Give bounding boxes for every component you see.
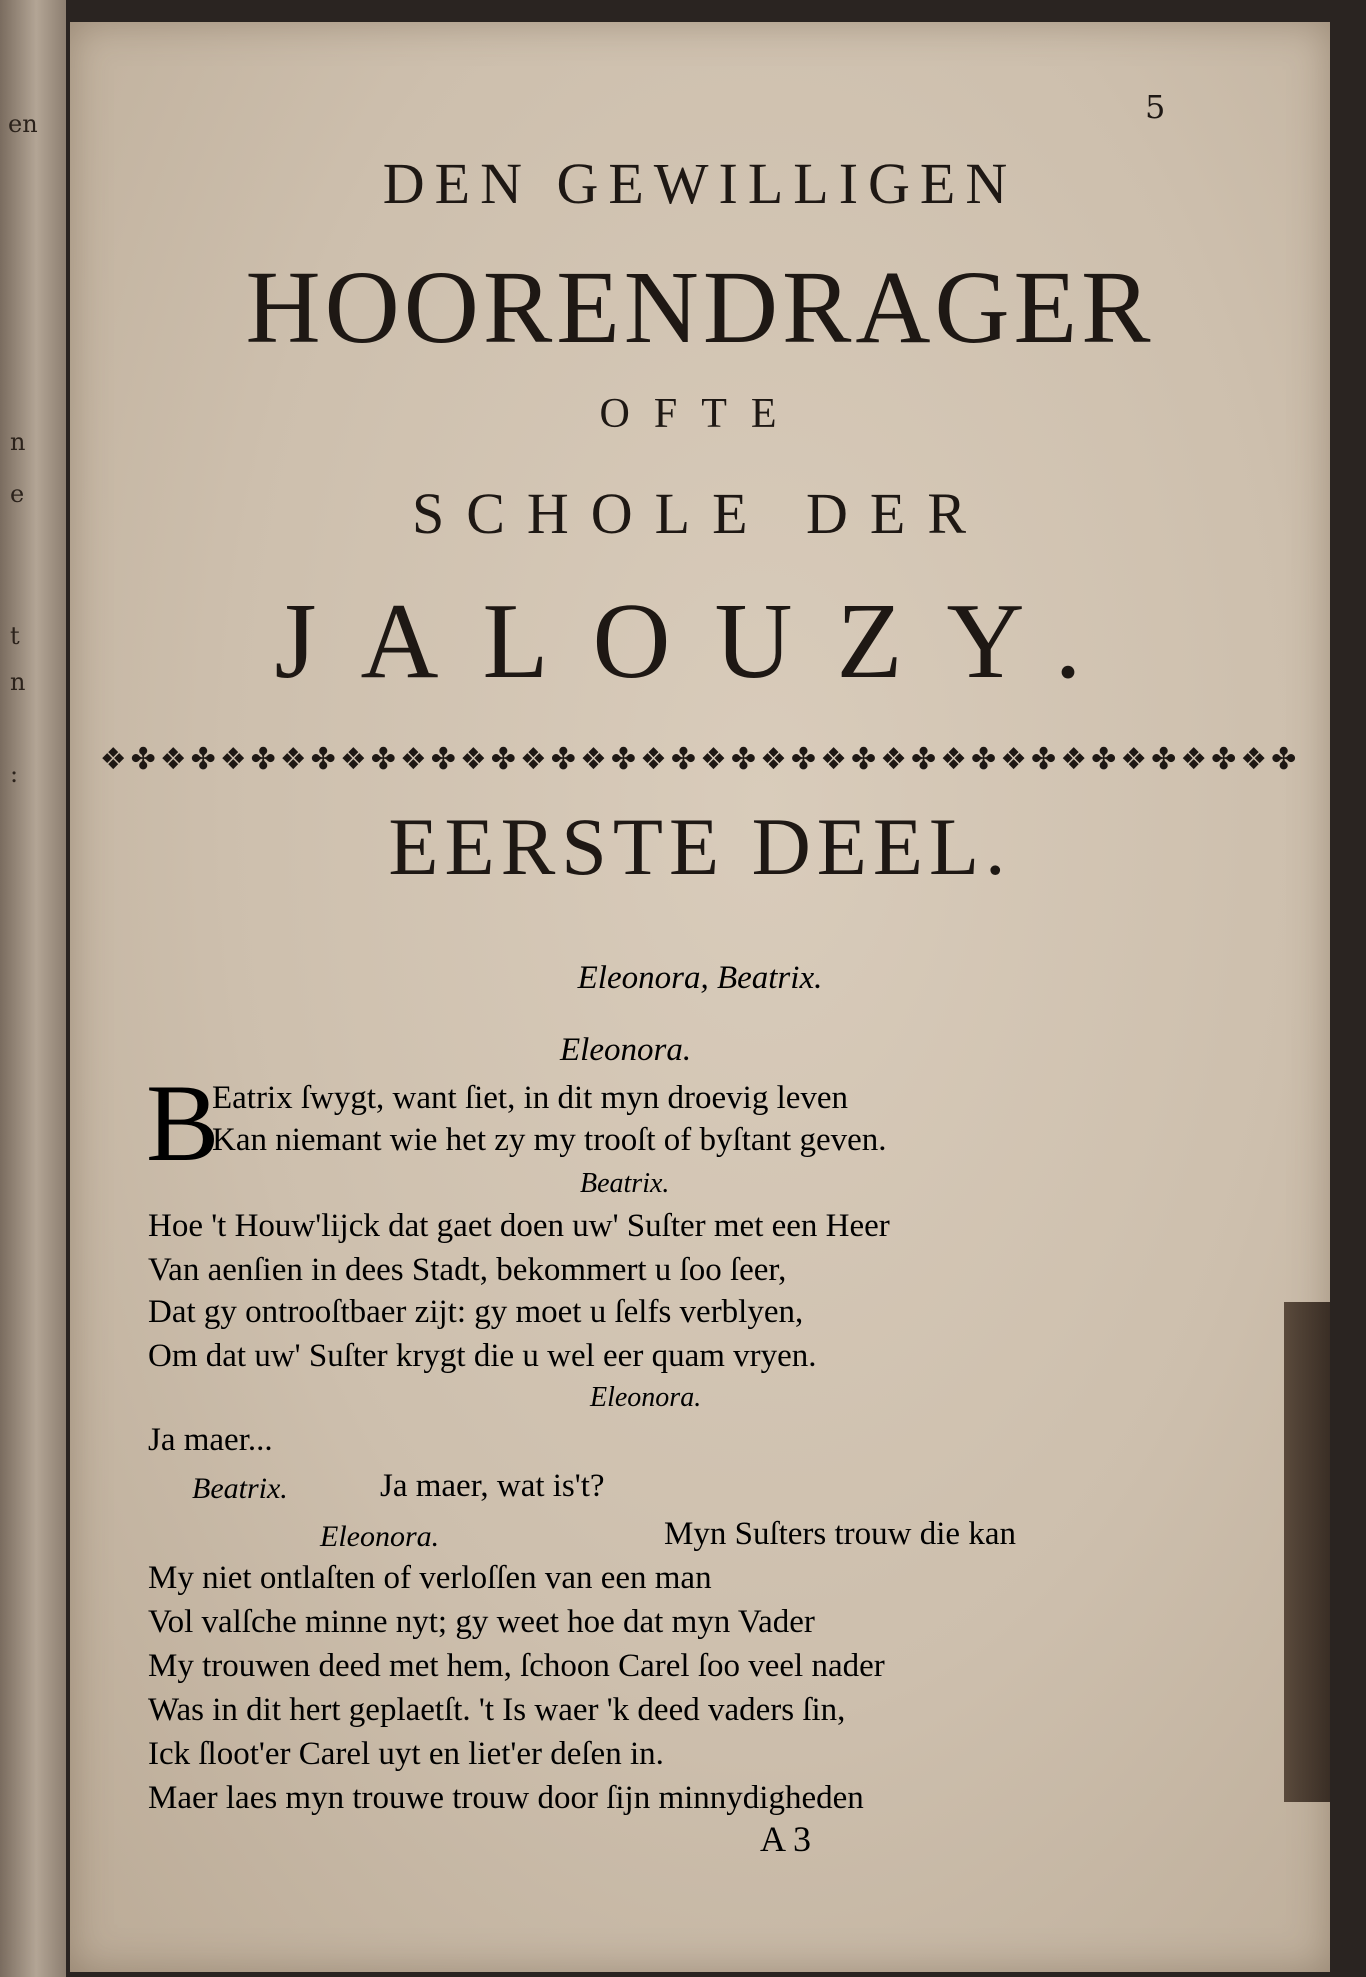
title-line-5: JALOUZY.	[274, 582, 1126, 701]
verse-line: My niet ontlaſten of verloſſen van een man	[148, 1560, 712, 1596]
facing-page-fragment: n	[10, 428, 26, 456]
facing-page-fragment: en	[8, 110, 38, 138]
verse-line: Ick ſloot'er Carel uyt en liet'er deſen in.	[148, 1736, 664, 1772]
verse-line: Ja maer...	[148, 1422, 273, 1458]
speaker-label: Beatrix.	[580, 1168, 670, 1199]
facing-page-fragment: n	[10, 668, 26, 696]
section-heading: EERSTE DEEL.	[388, 801, 1012, 892]
speaker-label: Eleonora.	[320, 1520, 440, 1553]
speaker-label: Eleonora.	[590, 1382, 702, 1413]
verse-line: Was in dit hert geplaetſt. 't Is waer 'k deed vaders ſin,	[148, 1692, 846, 1728]
verse-line: Van aenſien in dees Stadt, bekommert u ſoo ſeer,	[148, 1252, 787, 1288]
title-line-2: HOORENDRAGER	[245, 250, 1155, 365]
verse-line: Dat gy ontrooſtbaer zijt: gy moet u ſelfs verblyen,	[148, 1294, 804, 1330]
ornament-border: ❖✤❖✤❖✤❖✤❖✤❖✤❖✤❖✤❖✤❖✤❖✤❖✤❖✤❖✤❖✤❖✤❖✤❖✤❖✤❖✤	[99, 742, 1301, 777]
title-line-4: SCHOLE DER	[411, 481, 989, 546]
dramatis-personae: Eleonora, Beatrix.	[577, 960, 823, 996]
verse-line: Kan niemant wie het zy my trooſt of byſtant geven.	[212, 1122, 887, 1158]
page-fore-edge	[1284, 1302, 1330, 1802]
verse-line: Vol valſche minne nyt; gy weet hoe dat myn Vader	[148, 1604, 815, 1640]
verse-line: Ja maer, wat is't?	[380, 1468, 605, 1504]
facing-page-edge	[0, 0, 66, 1977]
drop-cap: B	[146, 1062, 220, 1184]
speaker-label: Eleonora.	[560, 1032, 692, 1068]
verse-line: Hoe 't Houw'lijck dat gaet doen uw' Suſter met een Heer	[148, 1208, 890, 1244]
page-number: 5	[1145, 88, 1166, 126]
facing-page-fragment: :	[10, 760, 19, 788]
verse-line: My trouwen deed met hem, ſchoon Carel ſoo veel nader	[148, 1648, 885, 1684]
title-line-1: DEN GEWILLIGEN	[382, 151, 1018, 216]
facing-page-fragment: t	[10, 622, 20, 650]
verse-line: Myn Suſters trouw die kan	[664, 1516, 1016, 1552]
facing-page-fragment: e	[10, 480, 25, 508]
verse-line: Eatrix ſwygt, want ſiet, in dit myn droevig leven	[212, 1080, 849, 1116]
speaker-label: Beatrix.	[192, 1472, 288, 1505]
verse-line: Maer laes myn trouwe trouw door ſijn minnydigheden	[148, 1780, 864, 1816]
signature-mark: A 3	[760, 1819, 812, 1859]
title-line-3: OFTE	[599, 391, 801, 437]
verse-line: Om dat uw' Suſter krygt die u wel eer quam vryen.	[148, 1338, 817, 1374]
